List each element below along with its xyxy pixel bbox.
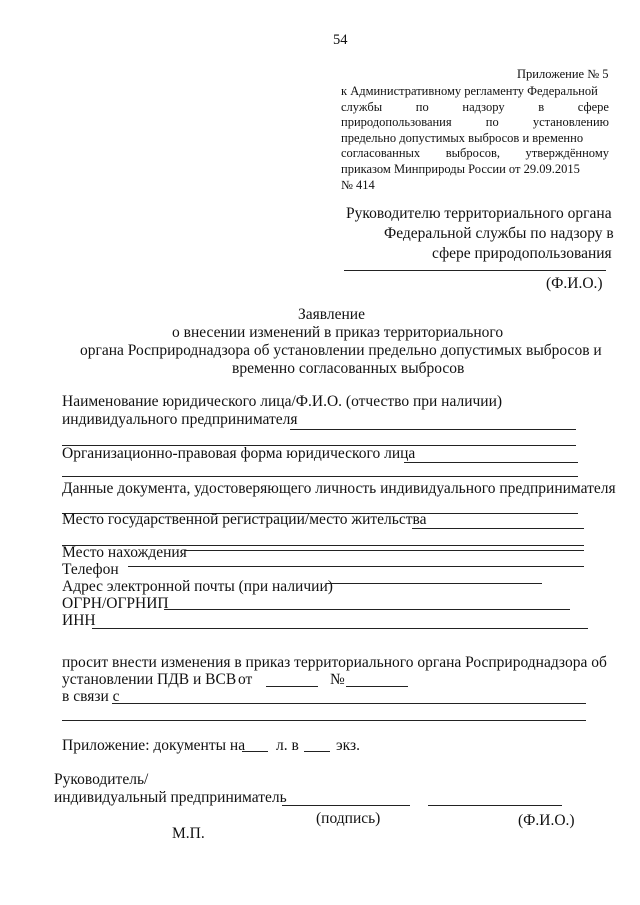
appendix-word: установлению [532, 115, 609, 130]
email-label: Адрес электронной почты (при наличии) [62, 578, 333, 595]
appendix-word: сфере [577, 99, 609, 114]
addressee-line-3: сфере природопользования [432, 245, 612, 262]
appendix-word: согласованных [341, 146, 421, 161]
reason-field-extra[interactable] [62, 720, 586, 721]
attachment-copies-label: экз. [336, 737, 360, 754]
signer-label-1: Руководитель/ [54, 771, 149, 788]
appendix-word: № 414 [341, 177, 375, 192]
page-number: 54 [333, 32, 348, 48]
appendix-word: службы [341, 99, 383, 114]
appendix-line [341, 163, 580, 176]
org-name-label-2: индивидуального предпринимателя [62, 411, 298, 428]
pages-count-field[interactable] [242, 751, 268, 752]
location-label: Место нахождения [62, 544, 187, 561]
email-field[interactable] [326, 583, 542, 584]
appendix-line [341, 116, 609, 129]
heading-line-2: органа Росприроднадзора об установлении предельно допустимых выбросов и [80, 342, 602, 359]
signer-fio-caption: (Ф.И.О.) [518, 812, 575, 829]
appendix-title: Приложение № 5 [517, 67, 609, 81]
org-form-label: Организационно-правовая форма юридического лица [62, 445, 416, 462]
request-number-label: № [330, 671, 345, 688]
org-name-field[interactable] [290, 429, 576, 430]
addressee-line-2: Федеральной службы по надзору в [384, 225, 614, 242]
order-date-field[interactable] [266, 686, 318, 687]
attachment-label: Приложение: документы на [62, 737, 246, 754]
addressee-line-1: Руководителю территориального органа [346, 205, 612, 222]
inn-label: ИНН [62, 612, 96, 629]
heading-line-1: о внесении изменений в приказ территориального [172, 324, 504, 341]
appendix-word: по [485, 115, 499, 130]
signer-label-2: индивидуальный предприниматель [54, 789, 287, 806]
addressee-fio-caption: (Ф.И.О.) [546, 275, 603, 292]
attachment-pages-label: л. в [276, 737, 299, 754]
appendix-line [341, 101, 609, 114]
signer-fio-field[interactable] [428, 805, 562, 806]
request-line-1: просит внести изменения в приказ территориального органа Росприроднадзора об [62, 654, 607, 671]
order-number-field[interactable] [346, 686, 408, 687]
inn-field[interactable] [92, 628, 588, 629]
org-name-label-1: Наименование юридического лица/Ф.И.О. (отчество при наличии) [62, 393, 503, 410]
reason-label: в связи с [62, 688, 120, 705]
appendix-word: предельно допустимых выбросов и временно [341, 130, 584, 145]
reason-field[interactable] [112, 703, 586, 704]
appendix-word: утверждённому [525, 146, 609, 161]
org-form-field[interactable] [404, 462, 578, 463]
appendix-word: приказом Минприроды России от 29.09.2015 [341, 162, 580, 176]
copies-count-field[interactable] [304, 751, 330, 752]
appendix-line [341, 179, 375, 192]
location-field[interactable] [184, 550, 584, 551]
stamp-label: М.П. [172, 825, 205, 842]
appendix-word: в [538, 99, 545, 114]
addressee-fio-line [344, 270, 606, 271]
appendix-word: выбросов, [445, 146, 501, 161]
request-date-label: от [238, 671, 253, 688]
org-form-field-extra[interactable] [62, 476, 578, 477]
request-pdv-vsv: установлении ПДВ и ВСВ [62, 671, 237, 688]
document-title: Заявление [298, 306, 365, 323]
appendix-word: природопользования [341, 115, 452, 130]
appendix-word: по [415, 99, 429, 114]
appendix-line [341, 147, 609, 160]
phone-label: Телефон [62, 561, 119, 578]
signature-caption: (подпись) [316, 810, 381, 827]
registration-label: Место государственной регистрации/место жительства [62, 511, 427, 528]
phone-field[interactable] [128, 566, 584, 567]
registration-field[interactable] [412, 528, 584, 529]
appendix-line [341, 132, 583, 145]
appendix-line [341, 85, 598, 98]
appendix-word: к Административному регламенту Федеральной [341, 84, 598, 98]
heading-line-3: временно согласованных выбросов [232, 360, 465, 377]
signature-field[interactable] [282, 805, 410, 806]
appendix-word: надзору [462, 99, 505, 114]
ogrn-label: ОГРН/ОГРНИП [62, 595, 169, 612]
id-doc-label: Данные документа, удостоверяющего личность индивидуального предпринимателя [62, 480, 616, 497]
ogrn-field[interactable] [164, 609, 570, 610]
